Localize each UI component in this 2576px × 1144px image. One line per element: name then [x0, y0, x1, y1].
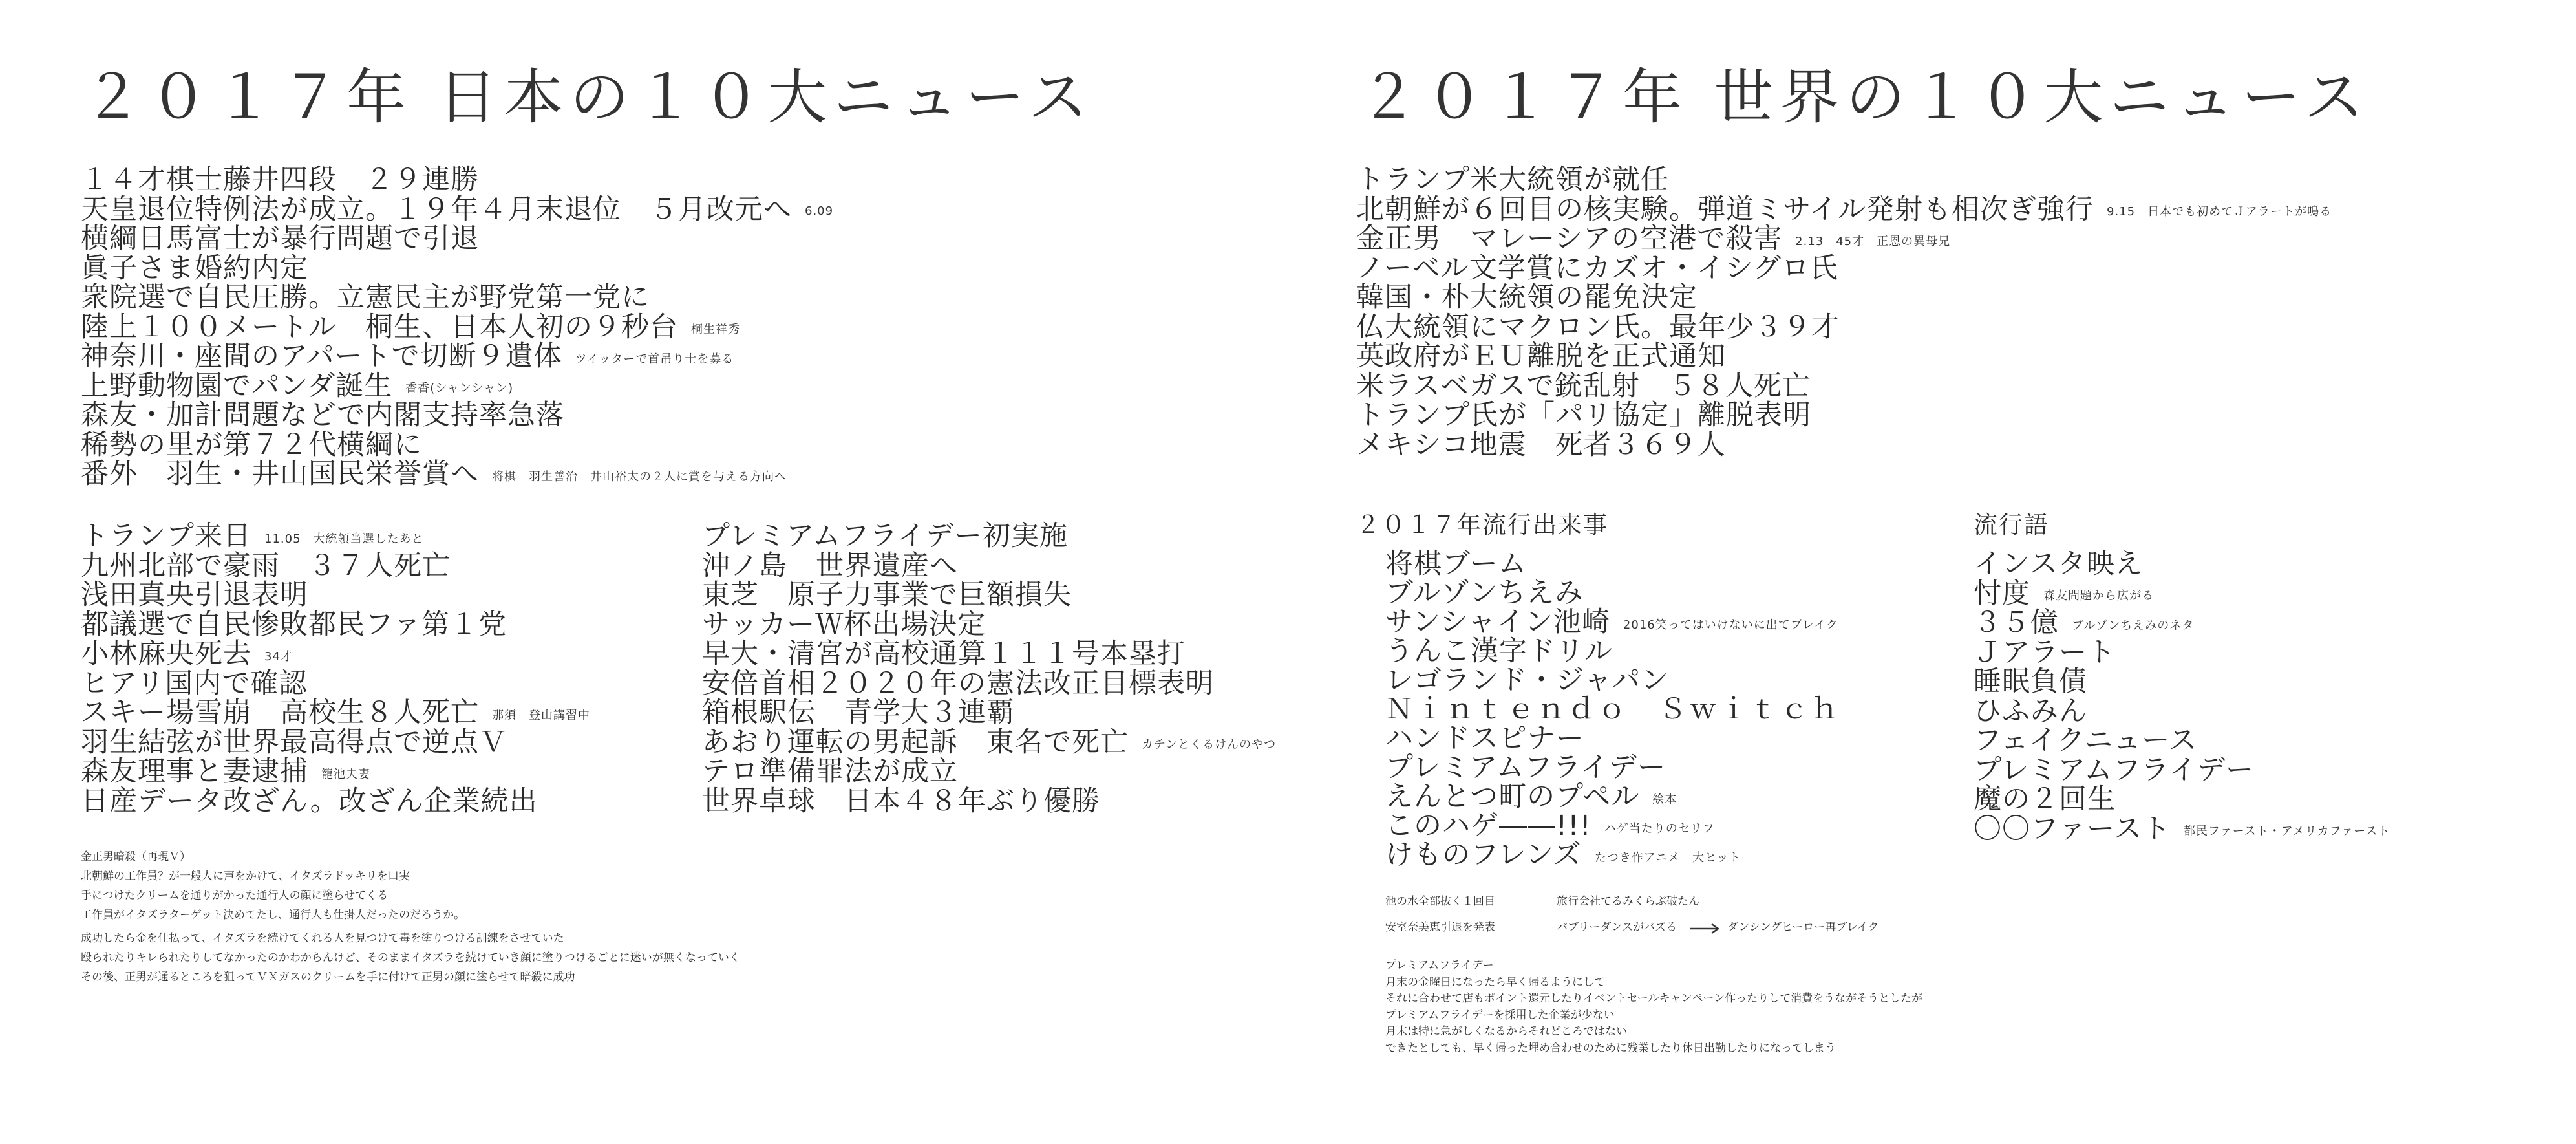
world-title: ２０１７年 世界の１０大ニュース	[1359, 63, 2370, 132]
memo-line: それに合わせて店もポイント還元したりイベントセールキャンペーン作ったりして消費をうながそうとしたが	[1385, 992, 1923, 1005]
list-item: 小林麻央死去 34才	[81, 638, 293, 670]
list-item: 羽生結弦が世界最高得点で逆点Ｖ	[81, 726, 507, 759]
list-item: フェイクニュース	[1974, 724, 2197, 757]
list-item: プレミアムフライデー	[1385, 751, 1666, 784]
list-item: 神奈川・座間のアパートで切断９遺体 ツイッターで首吊り士を募る	[81, 340, 734, 372]
list-item: 沖ノ島 世界遺産へ	[702, 549, 958, 582]
list-item: プレミアムフライデー	[1974, 753, 2254, 786]
list-item: 陸上１００メートル 桐生、日本人初の９秒台 桐生祥秀	[81, 310, 740, 343]
japan-memo-2	[81, 929, 740, 987]
memo-line: 手につけたクリームを通りがかった通行人の顔に塗らせてくる	[81, 889, 389, 902]
list-item: 浅田真央引退表明	[81, 579, 308, 611]
list-item: 日産データ改ざん。改ざん企業続出	[81, 784, 538, 817]
list-item: ブルゾンちえみ	[1385, 577, 1584, 609]
list-item: ヒアリ国内で確認	[81, 667, 308, 700]
list-item: 仏大統領にマクロン氏。最年少３９才	[1356, 310, 1840, 343]
list-item: 睡眠負債	[1974, 665, 2087, 698]
list-item: 安倍首相２０２０年の憲法改正目標表明	[702, 667, 1214, 700]
list-item: トランプ米大統領が就任	[1356, 164, 1669, 196]
list-item: 魔の２回生	[1974, 783, 2116, 815]
list-item: 番外 羽生・井山国民栄誉賞へ 将棋 羽生善治 井山裕太の２人に賞を与える方向へ	[81, 458, 787, 490]
list-item: 将棋ブーム	[1385, 548, 1527, 580]
buzzwords-heading: 流行語	[1974, 511, 2049, 539]
japan-memo-1	[81, 847, 465, 925]
list-item: 北朝鮮が６回目の核実験。弾道ミサイル発射も相次ぎ強行 9.15 日本でも初めてＪアラートが鳴る	[1356, 193, 2332, 226]
list-item: このハゲ――!!! ハゲ当たりのセリフ	[1385, 810, 1715, 842]
list-item: 森友・加計問題などで内閣支持率急落	[81, 399, 564, 431]
memo-line: 工作員がイタズラターゲット決めてたし、通行人も仕掛人だったのだろうか。	[81, 909, 465, 922]
trends-list	[1385, 542, 1854, 871]
list-item: 箱根駅伝 青学大３連覇	[702, 696, 1015, 729]
japan-more-news-col2	[702, 514, 1277, 817]
list-item: サンシャイン池崎 2016笑ってはいけないに出てブレイク	[1385, 606, 1838, 638]
list-item: 東芝 原子力事業で巨額損失	[702, 579, 1072, 611]
list-item: 九州北部で豪雨 ３７人死亡	[81, 549, 451, 582]
list-item: 上野動物園でパンダ誕生 香香(シャンシャン)	[81, 369, 514, 402]
list-item: 世界卓球 日本４８年ぶり優勝	[702, 784, 1100, 817]
list-item: テロ準備罪法が成立	[702, 755, 958, 788]
list-item: あおり運転の男起訴 東名で死亡 カチンとくるけんのやつ	[702, 726, 1277, 759]
list-item: けものフレンズ たつき作アニメ 大ヒット	[1385, 839, 1741, 871]
memo-line: 殴られたりキレられたりしてなかったのかわからんけど、そのままイタズラを続けていき顔に塗りつけるごとに迷いが無くなっていく	[81, 951, 740, 964]
list-item: メキシコ地震 死者３６９人	[1356, 428, 1726, 461]
memo-line: 北朝鮮の工作員？が一般人に声をかけて、イタズラドッキリを口実	[81, 870, 410, 883]
arrow-right-icon	[1688, 922, 1722, 935]
list-item: 英政府がＥＵ離脱を正式通知	[1356, 340, 1726, 372]
list-item: 早大・清宮が高校通算１１１号本塁打	[702, 638, 1186, 670]
memo-line: 月末は特に急がしくなるからそれどころではない	[1385, 1025, 1627, 1038]
memo-line: プレミアムフライデーを採用した企業が少ない	[1385, 1008, 1615, 1022]
list-item: トランプ来日 11.05 大統領当選したあと	[81, 520, 424, 552]
memo-line: 金正男暗殺（再現Ｖ）	[81, 850, 191, 863]
list-item: インスタ映え	[1974, 548, 2144, 580]
memo-line: その後、正男が通るところを狙ってＶＸガスのクリームを手に付けて正男の顔に塗らせて暗殺に成功	[81, 971, 575, 984]
list-item: 忖度 森友問題から広がる	[1974, 577, 2154, 610]
note-line-2c: ダンシングヒーロー再ブレイク	[1727, 921, 1879, 934]
list-item: ノーベル文学賞にカズオ・イシグロ氏	[1356, 252, 1838, 285]
list-item: レゴランド・ジャパン	[1385, 664, 1670, 696]
japan-more-news-col1	[81, 514, 590, 817]
list-item: 天皇退位特例法が成立。１９年４月末退位 ５月改元へ 6.09	[81, 193, 834, 226]
list-item: スキー場雪崩 高校生８人死亡 那須 登山講習中	[81, 696, 590, 729]
list-item: １４才棋士藤井四段 ２９連勝	[81, 164, 479, 196]
list-item: ３５億 ブルゾンちえみのネタ	[1974, 607, 2195, 639]
list-item: ひふみん	[1974, 695, 2087, 728]
list-item: 金正男 マレーシアの空港で殺害 2.13 45才 正恩の異母兄	[1356, 222, 1951, 255]
world-top-news	[1356, 158, 2332, 461]
list-item: 衆院選で自民圧勝。立憲民主が野党第一党に	[81, 281, 650, 314]
list-item: Ｎｉｎｔｅｎｄｏ Ｓｗｉｔｃｈ	[1385, 693, 1841, 726]
list-item: 森友理事と妻逮捕 籠池夫妻	[81, 755, 370, 788]
note-line-1b: 旅行会社てるみくらぶ破たん	[1557, 895, 1699, 908]
memo-line: プレミアムフライデー	[1385, 959, 1494, 972]
list-item: Ｊアラート	[1974, 636, 2116, 669]
list-item: 〇〇ファースト 都民ファースト・アメリカファースト	[1974, 812, 2390, 845]
list-item: 眞子さま婚約内定	[81, 252, 308, 285]
japan-title: ２０１７年 日本の１０大ニュース	[83, 63, 1094, 132]
list-item: ハンドスピナー	[1385, 722, 1584, 755]
memo-line: 成功したら金を仕払って、イタズラを続けてくれる人を見つけて毒を塗りつける訓練をさせていた	[81, 932, 564, 945]
list-item: サッカーＷ杯出場決定	[702, 608, 986, 641]
list-item: うんこ漢字ドリル	[1385, 635, 1613, 667]
list-item: 稀勢の里が第７２代横綱に	[81, 428, 422, 461]
list-item: 都議選で自民惨敗都民ファ第１党	[81, 608, 507, 641]
memo-line: できたとしても、早く帰った埋め合わせのために残業したり休日出勤したりになってしまう	[1385, 1041, 1836, 1055]
note-line-2b: バブリーダンスがバズる	[1557, 921, 1677, 934]
list-item: トランプ氏が「パリ協定」離脱表明	[1356, 399, 1811, 431]
list-item: プレミアムフライデー初実施	[702, 520, 1068, 552]
list-item: えんとつ町のプペル 絵本	[1385, 781, 1677, 813]
japan-top-news	[81, 158, 834, 490]
memo-line: 月末の金曜日になったら早く帰るようにして	[1385, 975, 1605, 989]
note-line-2a: 安室奈美恵引退を発表	[1385, 921, 1495, 934]
note-line-1a: 池の水全部抜く１回目	[1385, 895, 1495, 908]
list-item: 横綱日馬富士が暴行問題で引退	[81, 222, 479, 255]
list-item: 韓国・朴大統領の罷免決定	[1356, 281, 1698, 314]
list-item: 米ラスベガスで銃乱射 ５８人死亡	[1356, 369, 1811, 402]
trends-heading: ２０１７年流行出来事	[1356, 511, 1608, 539]
buzzwords-list	[1974, 542, 2390, 845]
premium-friday-note	[1385, 956, 1922, 1055]
